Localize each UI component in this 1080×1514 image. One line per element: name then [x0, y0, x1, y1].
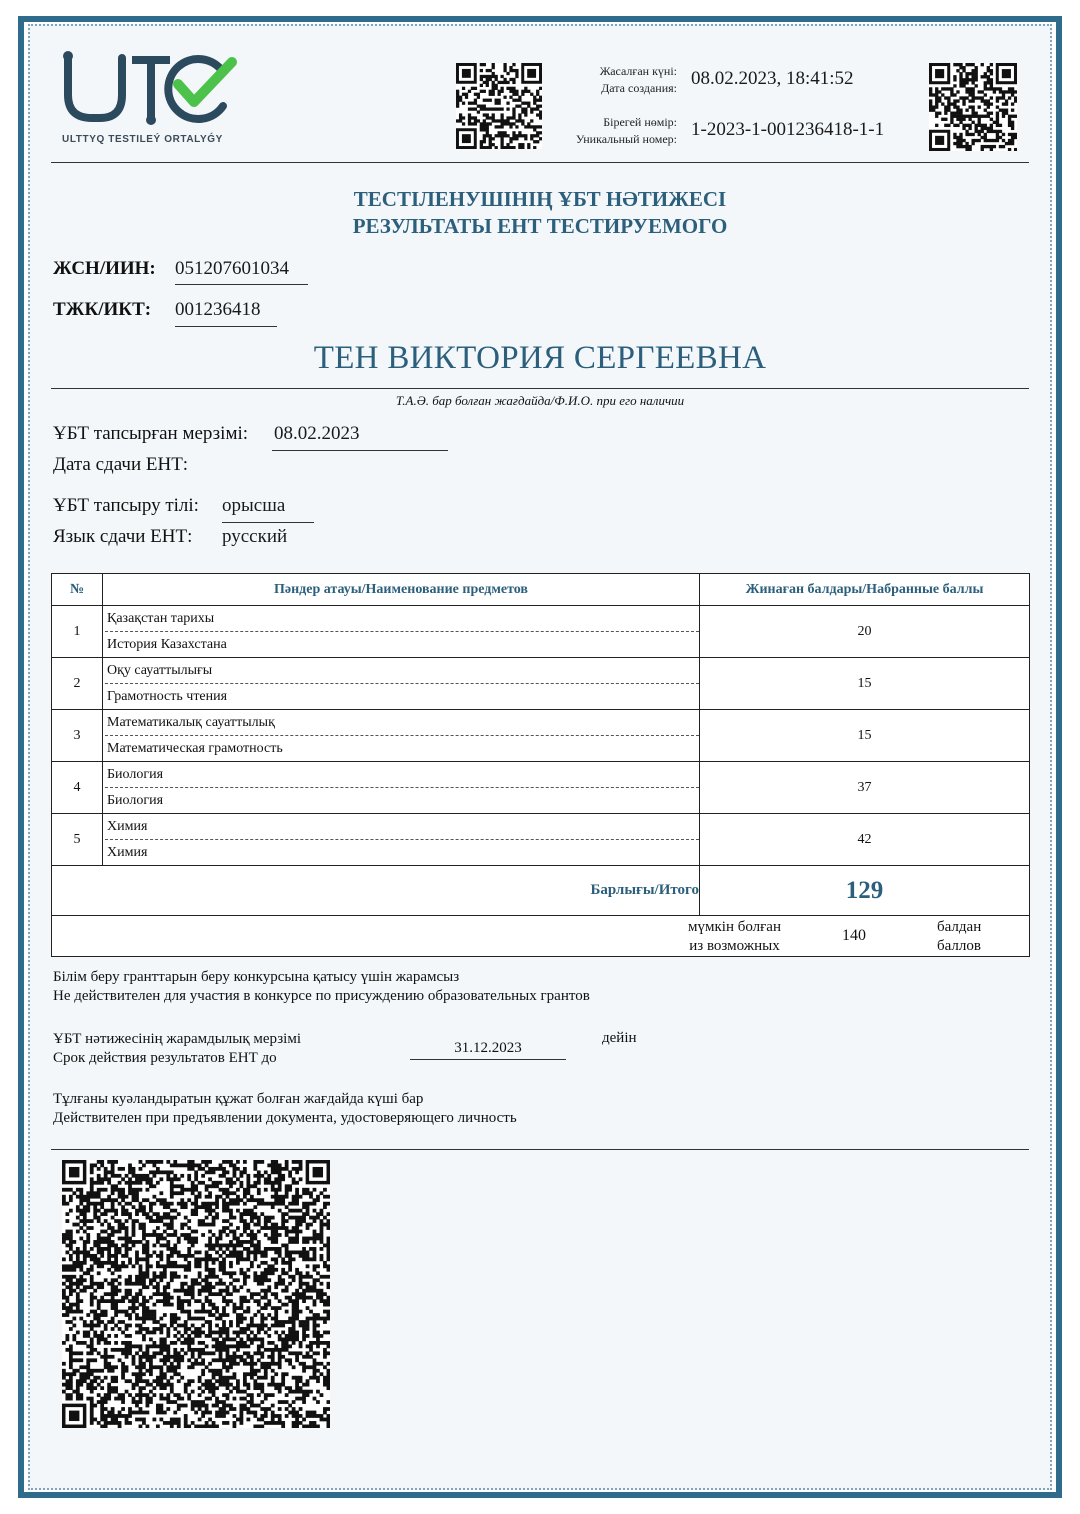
header-divider [51, 162, 1029, 163]
subject-score: 15 [700, 658, 1030, 710]
possible-label: мүмкін болған из возможных [688, 919, 781, 954]
results-table [51, 573, 1030, 957]
created-value: 08.02.2023, 18:41:52 [691, 68, 854, 89]
subject-cell [103, 606, 700, 658]
row-number: 5 [52, 814, 103, 866]
exam-language-label-ru: Язык сдачи ЕНТ: [53, 526, 193, 547]
validity-until: дейін [602, 1030, 637, 1046]
logo-caption: ULTTYQ TESTILEÝ ORTALYǴY [62, 134, 223, 145]
iin-value: 051207601034 [175, 258, 308, 285]
subject-cell [103, 710, 700, 762]
subject-kz: Қазақстан тарихы [105, 606, 699, 632]
qr-code-large [62, 1160, 330, 1428]
exam-language-value-ru: русский [222, 526, 288, 547]
exam-date-label-ru: Дата сдачи ЕНТ: [53, 454, 189, 475]
table-row [52, 606, 1030, 658]
unique-number-value: 1-2023-1-001236418-1-1 [691, 119, 885, 140]
document-title: ТЕСТІЛЕНУШІНІҢ ҰБТ НӘТИЖЕСІ РЕЗУЛЬТАТЫ ЕНТ ТЕСТИРУЕМОГО [352, 187, 728, 238]
utc-logo-icon [60, 50, 240, 125]
exam-date-value: 08.02.2023 [272, 423, 448, 451]
ikt-label: ТЖК/ИКТ: [53, 299, 152, 320]
created-label: Жасалған күні: Дата создания: [599, 64, 677, 95]
subject-kz: Химия [105, 814, 699, 840]
subject-kz: Оқу сауаттылығы [105, 658, 699, 684]
subject-cell [103, 762, 700, 814]
validity-label: ҰБТ нәтижесінің жарамдылық мерзімі Срок действия результатов ЕНТ до [53, 1031, 301, 1066]
subject-ru: Математическая грамотность [107, 741, 283, 756]
points-label: балдан баллов [937, 919, 982, 954]
validity-date: 31.12.2023 [410, 1040, 566, 1060]
subject-ru: История Казахстана [107, 637, 227, 652]
row-number: 2 [52, 658, 103, 710]
subject-score: 37 [700, 762, 1030, 814]
full-name: ТЕН ВИКТОРИЯ СЕРГЕЕВНА [313, 340, 767, 376]
subject-cell [103, 658, 700, 710]
possible-row [52, 916, 1030, 957]
results-table-header [52, 574, 1030, 606]
qr-code-header-right [929, 63, 1017, 151]
subject-kz: Математикалық сауаттылық [105, 710, 699, 736]
name-underline [51, 388, 1029, 389]
grant-note: Білім беру гранттарын беру конкурсына қатысу үшін жарамсыз Не действителен для участия в конкурсе по присуждению образовательных грантов [53, 969, 590, 1004]
col-subject-header: Пәндер атауы/Наименование предметов [103, 574, 700, 606]
exam-date-label-kz: ҰБТ тапсырған мерзімі: [53, 423, 249, 444]
iin-label: ЖСН/ИИН: [53, 258, 156, 279]
footer-divider [51, 1149, 1029, 1150]
id-document-note: Тұлғаны куәландыратын құжат болған жағдайда күші бар Действителен при предъявлении документа, удостоверяющего личность [53, 1091, 517, 1126]
subject-score: 20 [700, 606, 1030, 658]
table-row [52, 762, 1030, 814]
col-number-header: № [52, 574, 103, 606]
total-value: 129 [700, 866, 1030, 916]
subject-ru: Химия [107, 845, 148, 860]
name-note: Т.А.Ә. бар болған жағдайда/Ф.И.О. при его наличии [395, 393, 685, 408]
table-row [52, 814, 1030, 866]
subject-kz: Биология [105, 762, 699, 788]
subject-ru: Грамотность чтения [107, 689, 228, 704]
exam-language-value-kz: орысша [222, 495, 314, 523]
col-score-header: Жинаған балдары/Набранные баллы [700, 574, 1030, 606]
table-row [52, 710, 1030, 762]
subject-ru: Биология [107, 793, 164, 808]
subject-score: 15 [700, 710, 1030, 762]
subject-cell [103, 814, 700, 866]
possible-value: 140 [842, 927, 866, 944]
exam-language-label-kz: ҰБТ тапсыру тілі: [53, 495, 199, 516]
row-number: 4 [52, 762, 103, 814]
possible-cell [52, 916, 1030, 957]
utc-logo [60, 50, 240, 145]
total-row [52, 866, 1030, 916]
row-number: 1 [52, 606, 103, 658]
subject-score: 42 [700, 814, 1030, 866]
unique-number-label: Бірегей нөмір: Уникальный номер: [575, 115, 677, 146]
row-number: 3 [52, 710, 103, 762]
total-label: Барлығы/Итого [52, 866, 700, 916]
ikt-value: 001236418 [175, 299, 277, 327]
table-row [52, 658, 1030, 710]
